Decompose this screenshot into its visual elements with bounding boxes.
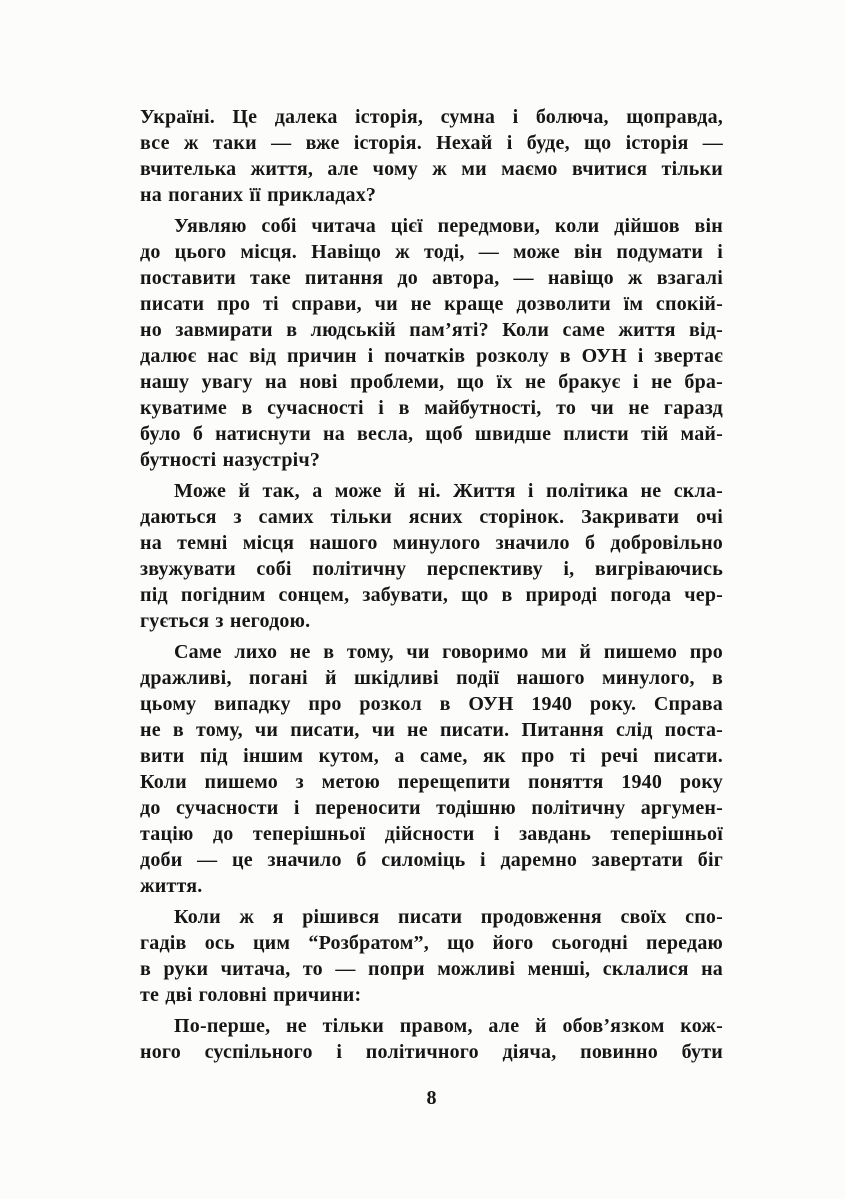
text-line: до сучасности і переносити тодішню політичну аргумен- (140, 797, 723, 819)
paragraph (140, 1013, 723, 1065)
text-line: куватиме в сучасності і в майбутності, то чи не гаразд (140, 397, 723, 419)
text-line: далює нас від причин і початків розколу в ОУН і звертає (140, 345, 723, 367)
text-line: вчителька життя, але чому ж ми маємо вчитися тільки (140, 158, 723, 180)
text-line: Уявляю собі читача цієї передмови, коли дійшов він (174, 215, 723, 237)
text-line: звужувати собі політичну перспективу і, вигріваючись (140, 558, 723, 580)
text-line: Коли ж я рішився писати продовження своїх спо- (174, 906, 723, 928)
paragraph (140, 104, 723, 208)
text-line: під погідним сонцем, забувати, що в природі погода чер- (140, 584, 723, 606)
text-line: вити під іншим кутом, а саме, як про ті речі писати. (140, 745, 723, 767)
paragraph (140, 639, 723, 899)
text-line: не в тому, чи писати, чи не писати. Питання слід поста- (140, 719, 723, 741)
text-line: ного суспільного і політичного діяча, повинно бути (140, 1041, 723, 1063)
text-line: нашу увагу на нові проблеми, що їх не бракує і не бра- (140, 371, 723, 393)
page-text (140, 104, 723, 1065)
paragraph (140, 478, 723, 634)
paragraph (140, 213, 723, 473)
text-line: на темні місця нашого минулого значило б добровільно (140, 532, 723, 554)
text-line: даються з самих тільки ясних сторінок. Закривати очі (140, 506, 723, 528)
text-line: в руки читача, то — попри можливі менші, склалися на (140, 958, 723, 980)
text-line: життя. (140, 875, 203, 897)
text-line: но завмирати в людській пам’яті? Коли саме життя від- (140, 319, 723, 341)
text-line: цьому випадку про розкол в ОУН 1940 року. Справа (140, 693, 723, 715)
text-line: Може й так, а може й ні. Життя і політика не скла- (174, 480, 723, 502)
text-line: Україні. Це далека історія, сумна і болюча, щоправда, (140, 106, 723, 128)
text-line: Саме лихо не в тому, чи говоримо ми й пишемо про (174, 641, 723, 663)
paragraph (140, 904, 723, 1008)
text-line: По-перше, не тільки правом, але й обов’язком кож- (174, 1015, 723, 1037)
text-line: на поганих її прикладах? (140, 184, 377, 206)
text-line: до цього місця. Навіщо ж тоді, — може він подумати і (140, 241, 723, 263)
text-line: писати про ті справи, чи не краще дозволити їм спокій- (140, 293, 723, 315)
text-line: гадів ось цим “Розбратом”, що його сьогодні передаю (140, 932, 723, 954)
text-line: тацію до теперішньої дійсности і завдань теперішньої (140, 823, 723, 845)
text-line: все ж таки — вже історія. Нехай і буде, що історія — (140, 132, 723, 154)
page-number: 8 (426, 1087, 437, 1109)
text-line: гується з негодою. (140, 610, 311, 632)
text-line: дражливі, погані й шкідливі події нашого минулого, в (140, 667, 723, 689)
text-line: доби — це значило б силоміць і даремно завертати біг (140, 849, 723, 871)
text-line: те дві головні причини: (140, 984, 362, 1006)
text-line: поставити таке питання до автора, — навіщо ж взагалі (140, 267, 723, 289)
text-line: бутності назустріч? (140, 449, 321, 471)
text-line: Коли пишемо з метою перещепити поняття 1940 року (140, 771, 723, 793)
text-line: було б натиснути на весла, щоб швидше плисти тій май- (140, 423, 723, 445)
